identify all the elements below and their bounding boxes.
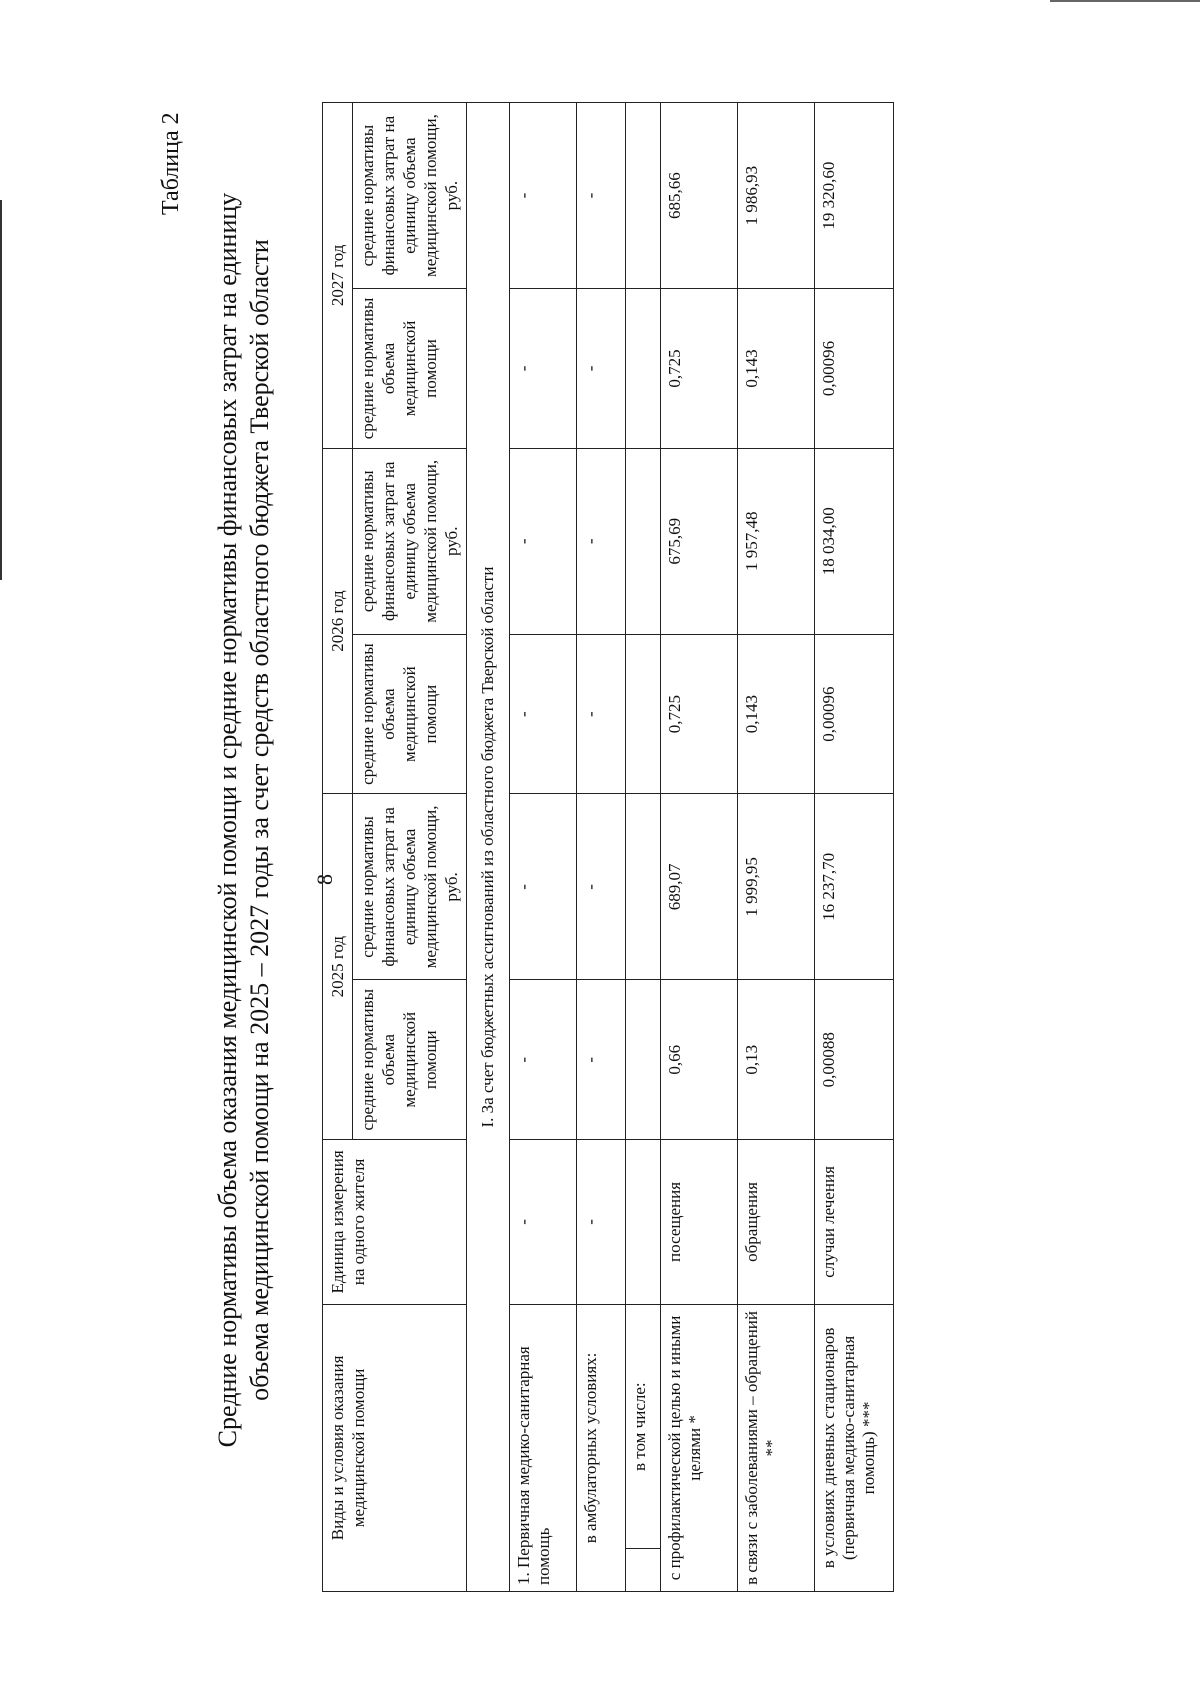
row-volume-2026: - (510, 634, 577, 794)
header-type: Виды и условия оказания медицинской помощи (323, 1304, 467, 1591)
row-volume-2025: 0,00088 (815, 980, 894, 1140)
header-year-2025: 2025 год (323, 794, 353, 1140)
row-name: в амбулаторных условиях: (577, 1304, 626, 1591)
row-cost-2026 (626, 448, 661, 634)
row-cost-2025: 16 237,70 (815, 794, 894, 980)
row-cost-2026: - (577, 448, 626, 634)
row-cost-2027: - (510, 103, 577, 289)
table-label: Таблица 2 (158, 112, 184, 215)
header-cost-2026: средние нормативы финансовых затрат на единицу объема медицинской помощи, руб. (353, 448, 467, 634)
header-year-2026: 2026 год (323, 448, 353, 794)
header-volume-2025: средние нормативы объема медицинской помощи (353, 980, 467, 1140)
document-title: Средние нормативы объема оказания медицинской помощи и средние нормативы финансовых затрат на единицу объема медицинской помощи на 2025 – 2027 годы за счет средств областного бюджета Тверской области (213, 192, 274, 1448)
row-volume-2025: 0,66 (661, 980, 738, 1140)
table-row (661, 103, 738, 1592)
row-cost-2025: 1 999,95 (738, 794, 815, 980)
row-volume-2027: 0,00096 (815, 289, 894, 449)
row-name: в условиях дневных стационаров (первичная медико-санитарная помощь) *** (815, 1304, 894, 1591)
row-unit: обращения (738, 1140, 815, 1305)
row-cost-2027: 685,66 (661, 103, 738, 289)
header-year-2027: 2027 год (323, 103, 353, 449)
table-row (577, 103, 626, 1592)
row-name: 1. Первичная медико-санитарная помощь (510, 1304, 577, 1591)
row-volume-2027: - (577, 289, 626, 449)
row-unit (626, 1140, 661, 1305)
row-cost-2026: 1 957,48 (738, 448, 815, 634)
row-volume-2026 (626, 634, 661, 794)
header-volume-2027: средние нормативы объема медицинской помощи (353, 289, 467, 449)
row-volume-2026: 0,725 (661, 634, 738, 794)
row-cost-2025: - (510, 794, 577, 980)
row-cost-2025: 689,07 (661, 794, 738, 980)
header-cost-2027: средние нормативы финансовых затрат на единицу объема медицинской помощи, руб. (353, 103, 467, 289)
row-cost-2026: 18 034,00 (815, 448, 894, 634)
row-cost-2027: - (577, 103, 626, 289)
row-name: в том числе: (626, 1304, 661, 1549)
row-unit: посещения (661, 1140, 738, 1305)
section-row (467, 103, 510, 1592)
row-volume-2027: 0,143 (738, 289, 815, 449)
header-cost-2025: средние нормативы финансовых затрат на единицу объема медицинской помощи, руб. (353, 794, 467, 980)
row-volume-2025 (626, 980, 661, 1140)
page-number: 8 (312, 874, 337, 885)
row-unit: случаи лечения (815, 1140, 894, 1305)
table-row (510, 103, 577, 1592)
norms-table (322, 102, 894, 1592)
row-cost-2025: - (577, 794, 626, 980)
table-row (626, 103, 661, 1592)
table-row (738, 103, 815, 1592)
row-volume-2025: - (577, 980, 626, 1140)
row-volume-2027: 0,725 (661, 289, 738, 449)
row-cost-2027 (626, 103, 661, 289)
header-unit: Единица измерения на одного жителя (323, 1140, 467, 1305)
section-title: I. За счет бюджетных ассигнований из областного бюджета Тверской области (467, 103, 510, 1592)
row-volume-2026: 0,00096 (815, 634, 894, 794)
row-unit: - (510, 1140, 577, 1305)
row-cost-2027: 19 320,60 (815, 103, 894, 289)
row-volume-2025: - (510, 980, 577, 1140)
row-volume-2027 (626, 289, 661, 449)
row-cost-2026: 675,69 (661, 448, 738, 634)
table-row (815, 103, 894, 1592)
row-volume-2026: 0,143 (738, 634, 815, 794)
row-name: в связи с заболеваниями – обращений ** (738, 1304, 815, 1591)
row-cost-2025 (626, 794, 661, 980)
row-name: с профилактической целью и иными целями * (661, 1304, 738, 1591)
row-cost-2027: 1 986,93 (738, 103, 815, 289)
header-volume-2026: средние нормативы объема медицинской помощи (353, 634, 467, 794)
row-volume-2025: 0,13 (738, 980, 815, 1140)
row-cost-2026: - (510, 448, 577, 634)
row-volume-2027: - (510, 289, 577, 449)
indent-spacer (626, 1549, 661, 1592)
row-volume-2026: - (577, 634, 626, 794)
row-unit: - (577, 1140, 626, 1305)
